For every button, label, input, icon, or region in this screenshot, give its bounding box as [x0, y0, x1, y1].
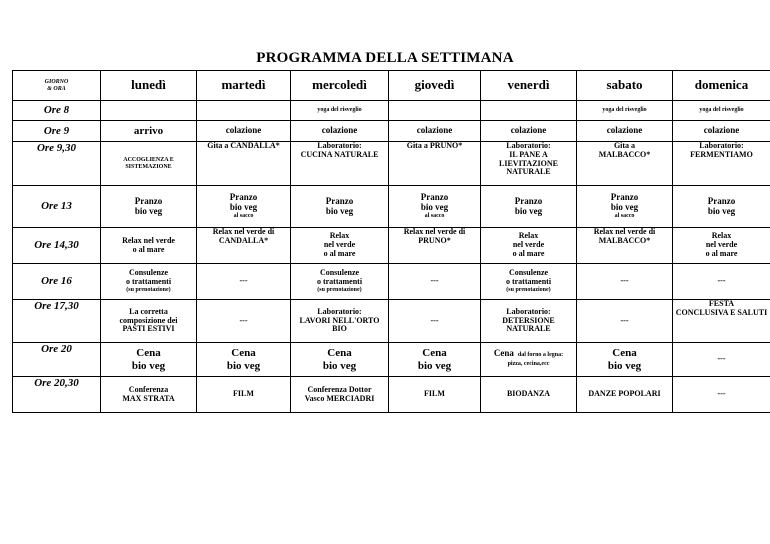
cell-line: bio veg [610, 202, 639, 213]
schedule-cell [577, 264, 673, 300]
schedule-cell [389, 186, 481, 228]
cell-line: Consulenze [319, 268, 360, 278]
schedule-cell [389, 377, 481, 413]
cell-line: Relax [711, 231, 732, 241]
cell-line: colazione [606, 125, 643, 136]
schedule-cell [673, 264, 770, 300]
cell-line: bio veg [514, 205, 543, 216]
cell-line: --- [430, 276, 439, 286]
cell-line: FERMENTIAMO [690, 149, 753, 159]
schedule-cell [389, 343, 481, 377]
cell-line: Pranzo [229, 192, 258, 203]
schedule-cell [291, 142, 389, 186]
cell-line: pizza, cecina,ecc [507, 360, 550, 367]
cell-line: CONCLUSIVA E SALUTI [675, 307, 768, 317]
cell-line: DETERSIONE [502, 315, 555, 325]
cell-line: IL PANE A [509, 149, 548, 159]
cell-line: colazione [703, 125, 740, 136]
page-title: PROGRAMMA DELLA SETTIMANA [256, 50, 514, 66]
cell-line: Cena [612, 347, 637, 360]
schedule-cell [389, 228, 481, 264]
cell-line: colazione [416, 125, 453, 136]
schedule-cell [673, 142, 770, 186]
cell-line: Relax nel verde di [212, 227, 275, 236]
time-label: Ore 20,30 [13, 377, 101, 413]
time-row [13, 377, 770, 413]
cell-line: FILM [233, 389, 254, 399]
schedule-cell [389, 142, 481, 186]
schedule-cell [481, 377, 577, 413]
corner-cell [13, 71, 101, 101]
day-header: sabato [577, 71, 673, 101]
cell-line: bio veg [226, 359, 261, 372]
day-header: domenica [673, 71, 770, 101]
schedule-cell [577, 228, 673, 264]
cell-line: o trattamenti [505, 277, 552, 287]
cell-line: Pranzo [707, 195, 736, 206]
schedule-cell [101, 264, 197, 300]
schedule-cell [481, 300, 577, 343]
cell-line: Pranzo [420, 192, 449, 203]
cell-line: --- [430, 315, 439, 325]
cell-line: Cena [136, 347, 161, 360]
cell-line: Gita a [613, 141, 636, 150]
schedule-cell [577, 300, 673, 343]
cell-line: Pranzo [610, 192, 639, 203]
time-row [13, 228, 770, 264]
schedule-table [12, 70, 770, 413]
schedule-cell [197, 101, 291, 121]
cell-line: Cena [327, 347, 352, 360]
cell-line: o al mare [512, 248, 545, 258]
schedule-cell [673, 377, 770, 413]
cell-line: Conferenza Dottor [307, 384, 372, 394]
time-label: Ore 20 [13, 343, 101, 377]
cell-line: arrivo [133, 124, 164, 137]
cell-line: MALBACCO* [598, 235, 651, 245]
cell-line: NATURALE [506, 324, 551, 334]
schedule-cell [577, 142, 673, 186]
schedule-cell [481, 142, 577, 186]
schedule-cell [291, 101, 389, 121]
schedule-cell [481, 228, 577, 264]
schedule-cell [389, 264, 481, 300]
cell-line: o al mare [705, 248, 738, 258]
schedule-cell [673, 101, 770, 121]
cell-line: Laboratorio: [506, 306, 551, 316]
schedule-cell [481, 264, 577, 300]
schedule-cell [101, 142, 197, 186]
time-row [13, 121, 770, 142]
schedule-cell [197, 186, 291, 228]
cell-line: --- [620, 276, 629, 286]
schedule-cell [673, 121, 770, 142]
schedule-cell [481, 343, 577, 377]
cell-line: CUCINA NATURALE [300, 149, 379, 159]
cell-line: Gita a PRUNO* [406, 141, 463, 150]
cell-line: NATURALE [506, 167, 551, 177]
cell-line: o al mare [132, 244, 165, 254]
time-label: Ore 9 [13, 121, 101, 142]
cell-line: Relax nel verde di [593, 227, 656, 236]
cell-line: (su prenotazione) [317, 287, 362, 293]
schedule-cell [101, 300, 197, 343]
schedule-cell [101, 101, 197, 121]
cell-line: Vasco MERCIADRI [304, 393, 375, 403]
day-header: venerdì [481, 71, 577, 101]
cell-line: Laboratorio: [317, 306, 362, 316]
cell-line: bio veg [229, 202, 258, 213]
schedule-cell [101, 186, 197, 228]
cell-line: bio veg [322, 359, 357, 372]
cell-line: yoga del risveglio [699, 107, 744, 114]
schedule-cell [197, 300, 291, 343]
cell-line: dal forno a legna: [517, 352, 564, 358]
cell-line: o al mare [323, 248, 356, 258]
cell-line: PASTI ESTIVI [122, 324, 175, 334]
corner-time: & ORA [47, 85, 66, 92]
schedule-cell [197, 121, 291, 142]
schedule-cell [291, 300, 389, 343]
cell-line: --- [717, 354, 726, 364]
cell-line: o trattamenti [316, 277, 363, 287]
cell-line: FILM [424, 389, 445, 399]
schedule-cell [197, 228, 291, 264]
cell-line: al sacco [424, 213, 445, 220]
time-label: Ore 16 [13, 264, 101, 300]
schedule-cell [389, 300, 481, 343]
cell-line: composizione dei [119, 315, 178, 325]
cell-line: --- [620, 315, 629, 325]
schedule-cell [197, 377, 291, 413]
day-header: mercoledì [291, 71, 389, 101]
schedule-cell [101, 228, 197, 264]
schedule-cell [291, 377, 389, 413]
cell-line: Pranzo [134, 195, 163, 206]
schedule-cell [577, 186, 673, 228]
cell-line: bio veg [607, 359, 642, 372]
schedule-cell [197, 142, 291, 186]
cell-line: Gita a CANDALLA* [207, 141, 280, 150]
time-label: Ore 9,30 [13, 142, 101, 186]
cell-line: nel verde [705, 240, 738, 250]
schedule-cell [577, 377, 673, 413]
cell-line: Cena [231, 347, 256, 360]
cell-line: yoga del risveglio [602, 107, 647, 114]
schedule-cell [577, 101, 673, 121]
day-header: giovedì [389, 71, 481, 101]
schedule-cell [197, 264, 291, 300]
cell-line: MALBACCO* [598, 149, 651, 159]
time-row [13, 142, 770, 186]
time-label: Ore 17,30 [13, 300, 101, 343]
time-label: Ore 8 [13, 101, 101, 121]
cell-line: Pranzo [514, 195, 543, 206]
cell-line: Relax [329, 231, 350, 241]
cell-line: La corretta [129, 306, 168, 316]
schedule-cell [673, 228, 770, 264]
cell-line: --- [717, 276, 726, 286]
cell-line: BIODANZA [506, 389, 551, 399]
cell-line: Relax nel verde [122, 235, 175, 245]
cell-line: bio veg [325, 205, 354, 216]
cell-line: bio veg [131, 359, 166, 372]
day-header: lunedì [101, 71, 197, 101]
cell-line: colazione [225, 125, 262, 136]
cell-line: al sacco [614, 213, 635, 220]
cell-line: ACCOGLIENZA E [123, 156, 174, 163]
header-row [13, 71, 770, 101]
cell-line: nel verde [323, 240, 356, 250]
schedule-cell [291, 228, 389, 264]
schedule-cell [101, 121, 197, 142]
cell-line: colazione [510, 125, 547, 136]
schedule-cell [673, 343, 770, 377]
cell-line: CANDALLA* [218, 235, 269, 245]
cell-line: FESTA [708, 299, 735, 308]
schedule-cell [291, 186, 389, 228]
cell-line: --- [717, 389, 726, 399]
cell-line: Relax [518, 231, 539, 241]
schedule-cell [389, 101, 481, 121]
schedule-cell [389, 121, 481, 142]
time-row [13, 264, 770, 300]
time-row [13, 186, 770, 228]
cell-line: Conferenza [128, 384, 169, 394]
time-row [13, 300, 770, 343]
cell-line: (su prenotazione) [506, 287, 551, 293]
cell-line: --- [239, 315, 248, 325]
cell-line: PRUNO* [418, 235, 451, 245]
cell-line: LIEVITAZIONE [499, 158, 558, 168]
corner-day: GIORNO [44, 78, 69, 85]
cell-line: BIO [332, 324, 347, 334]
cell-line: Consulenze [508, 268, 549, 278]
cell-line: MAX STRATA [122, 393, 175, 403]
cell-line: Relax nel verde di [403, 227, 466, 236]
cell-line: Laboratorio: [506, 141, 551, 150]
cell-line: Cena [493, 348, 514, 358]
schedule-cell [481, 186, 577, 228]
cell-line: Laboratorio: [699, 141, 744, 150]
cell-line: colazione [321, 125, 358, 136]
schedule-cell [101, 343, 197, 377]
time-row [13, 101, 770, 121]
cell-line: bio veg [417, 359, 452, 372]
schedule-cell [101, 377, 197, 413]
cell-line: bio veg [707, 205, 736, 216]
cell-line: DANZE POPOLARI [588, 389, 661, 399]
cell-line: o trattamenti [125, 277, 172, 287]
cell-line: LAVORI NELL'ORTO [299, 315, 380, 325]
time-label: Ore 13 [13, 186, 101, 228]
day-header: martedì [197, 71, 291, 101]
cell-line: --- [239, 276, 248, 286]
schedule-cell [577, 343, 673, 377]
cell-line: Cena [422, 347, 447, 360]
cell-line: Laboratorio: [317, 141, 362, 150]
schedule-cell [673, 300, 770, 343]
cell-line: nel verde [512, 240, 545, 250]
time-label: Ore 14,30 [13, 228, 101, 264]
schedule-cell [481, 101, 577, 121]
cell-line: bio veg [134, 205, 163, 216]
cell-line: Pranzo [325, 195, 354, 206]
time-row [13, 343, 770, 377]
cell-line: Consulenze [128, 268, 169, 278]
cell-line: SISTEMAZIONE [125, 163, 172, 170]
cell-line: yoga del risveglio [317, 107, 362, 114]
schedule-cell [673, 186, 770, 228]
schedule-cell [291, 264, 389, 300]
cell-line: al sacco [233, 213, 254, 220]
cell-line: bio veg [420, 202, 449, 213]
schedule-cell [291, 121, 389, 142]
schedule-cell [577, 121, 673, 142]
schedule-cell [291, 343, 389, 377]
schedule-cell [481, 121, 577, 142]
schedule-cell [197, 343, 291, 377]
cell-line: (su prenotazione) [126, 287, 171, 293]
